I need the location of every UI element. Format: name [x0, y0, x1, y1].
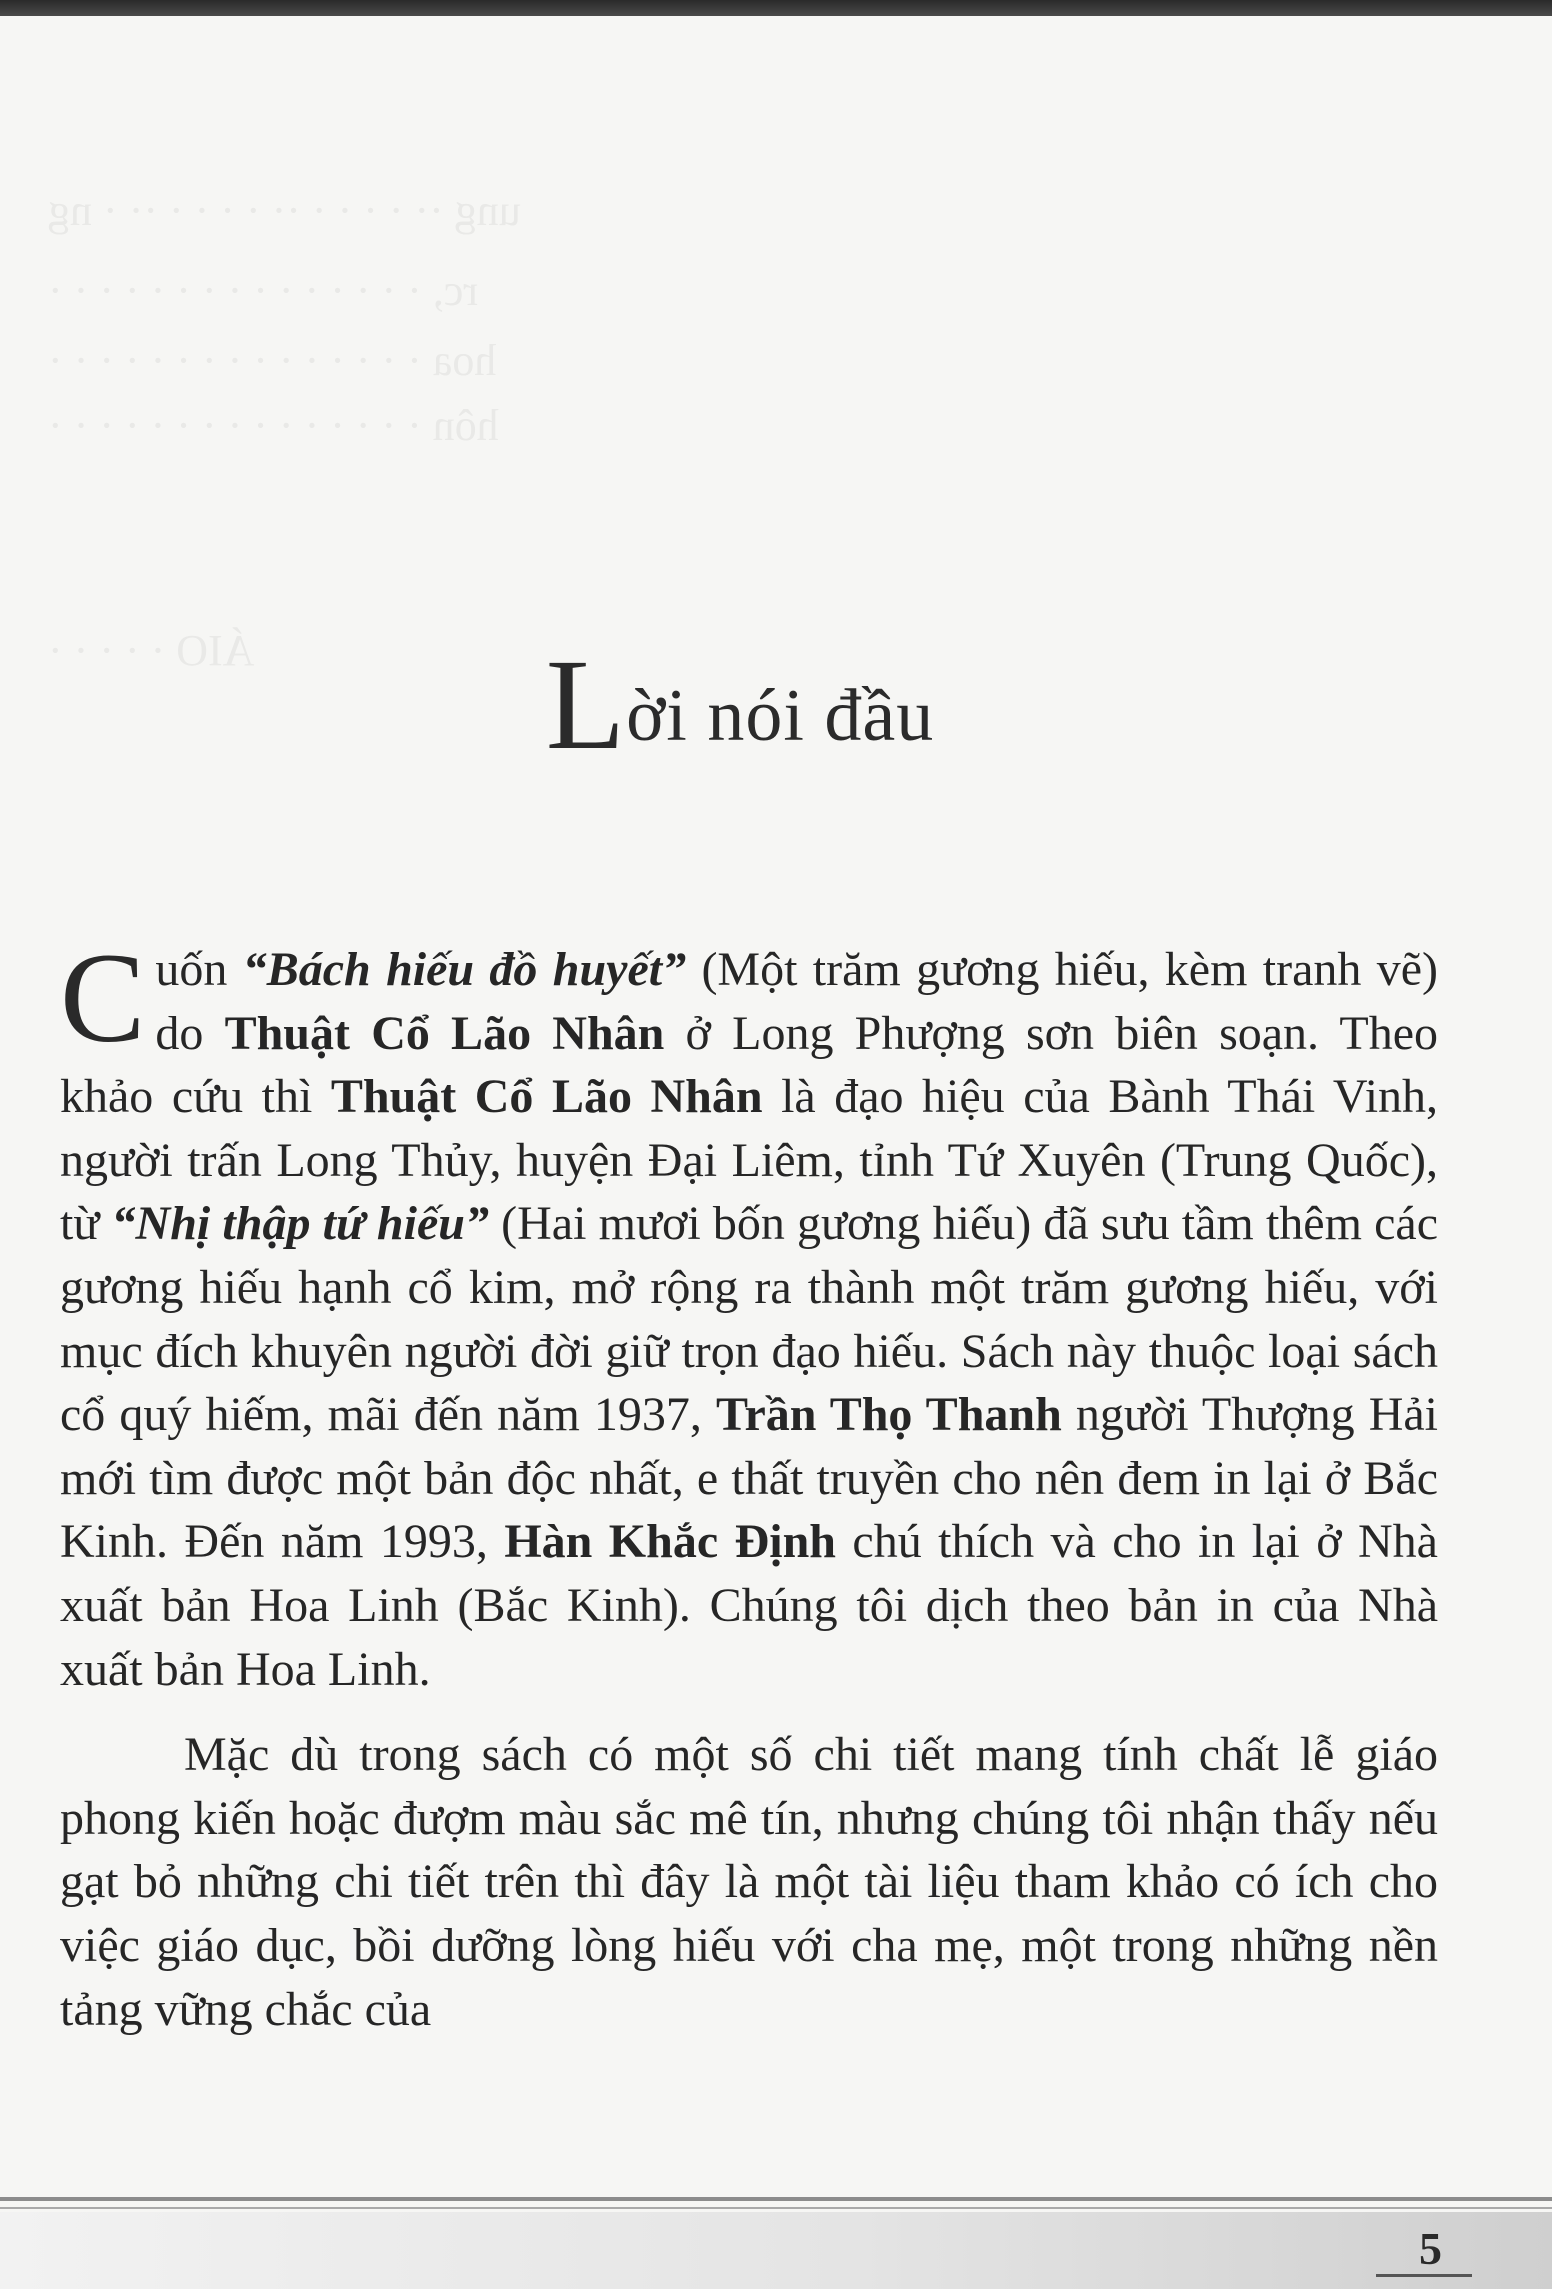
name-emphasis: Hàn Khắc Định	[504, 1515, 836, 1569]
text-run: (Hai mươi bốn gương hiếu) đã sưu tầm thêm các gương hiếu hạnh cổ kim, mở rộng ra thành một trăm gương hiếu, với mục đích khuyên người đời giữ trọn đạo hiếu. Sách này thuộc loại sách cổ quý hiếm, mãi đến năm 1937,	[60, 1197, 1439, 1442]
footer-rule-thin	[0, 2207, 1552, 2209]
bleed-through-text: ung ·· · · · · ·· · · · · ·· · ng	[48, 186, 521, 235]
name-emphasis: Thuật Cổ Lão Nhân	[224, 1006, 665, 1060]
page-title	[0, 632, 1480, 777]
paragraph-2: Mặc dù trong sách có một số chi tiết mang tính chất lễ giáo phong kiến hoặc đượm màu sắc mê tín, nhưng chúng tôi nhận thấy nếu gạt bỏ những chi tiết trên thì đây là một tài liệu tham khảo có ích cho việc giáo dục, bồi dưỡng lòng hiếu với cha mẹ, một trong những nền tảng vững chắc của	[60, 1728, 1438, 2036]
page-top-edge	[0, 0, 1552, 16]
title-text: ời nói đầu	[626, 674, 935, 757]
page-number: 5	[1419, 2223, 1442, 2274]
footer-rule	[0, 2197, 1552, 2201]
bleed-through-text: ÁIO · · · · ·	[48, 626, 255, 675]
body-text	[60, 927, 1439, 2041]
page-number-underline	[1376, 2274, 1472, 2277]
name-emphasis: Trần Thọ Thanh	[716, 1388, 1062, 1442]
text-run: là đạo hiệu của Bành Thái Vinh, người trấn Long Thủy, huyện Đại Liêm, tỉnh Tứ Xuyên (Trung Quốc), từ	[60, 1070, 1439, 1251]
text-run: uốn	[155, 943, 243, 996]
bleed-through-text: hôn · · · · · · · · · · · · · · ·	[48, 401, 499, 450]
paragraph-1	[60, 927, 1439, 1701]
text-run: chú thích và cho in lại ở Nhà xuất bản Hoa Linh (Bắc Kinh). Chúng tôi dịch theo bản in của Nhà xuất bản Hoa Linh.	[60, 1515, 1438, 1696]
book-title-emphasis: “Nhị thập tứ hiếu”	[111, 1197, 489, 1251]
drop-cap: C	[60, 927, 146, 1069]
name-emphasis: Thuật Cổ Lão Nhân	[330, 1070, 763, 1124]
bleed-through-text: rc, · · · · · · · · · · · · · · ·	[48, 266, 478, 315]
bleed-through-text: hoa · · · · · · · · · · · · · · ·	[48, 336, 497, 385]
text-run: người Thượng Hải mới tìm được một bản độc nhất, e thất truyền cho nên đem in lại ở Bắc Kinh. Đến năm 1993,	[60, 1388, 1439, 1569]
footer-band	[0, 2212, 1552, 2289]
title-initial: L	[545, 632, 627, 777]
text-run: ở Long Phượng sơn biên soạn. Theo khảo cứu thì	[60, 1006, 1439, 1124]
text-run: (Một trăm gương hiếu, kèm tranh vẽ) do	[155, 943, 1439, 1060]
bleed-through-shadow	[48, 185, 1468, 945]
book-title-emphasis: “Bách hiếu đồ huyết”	[242, 943, 687, 996]
